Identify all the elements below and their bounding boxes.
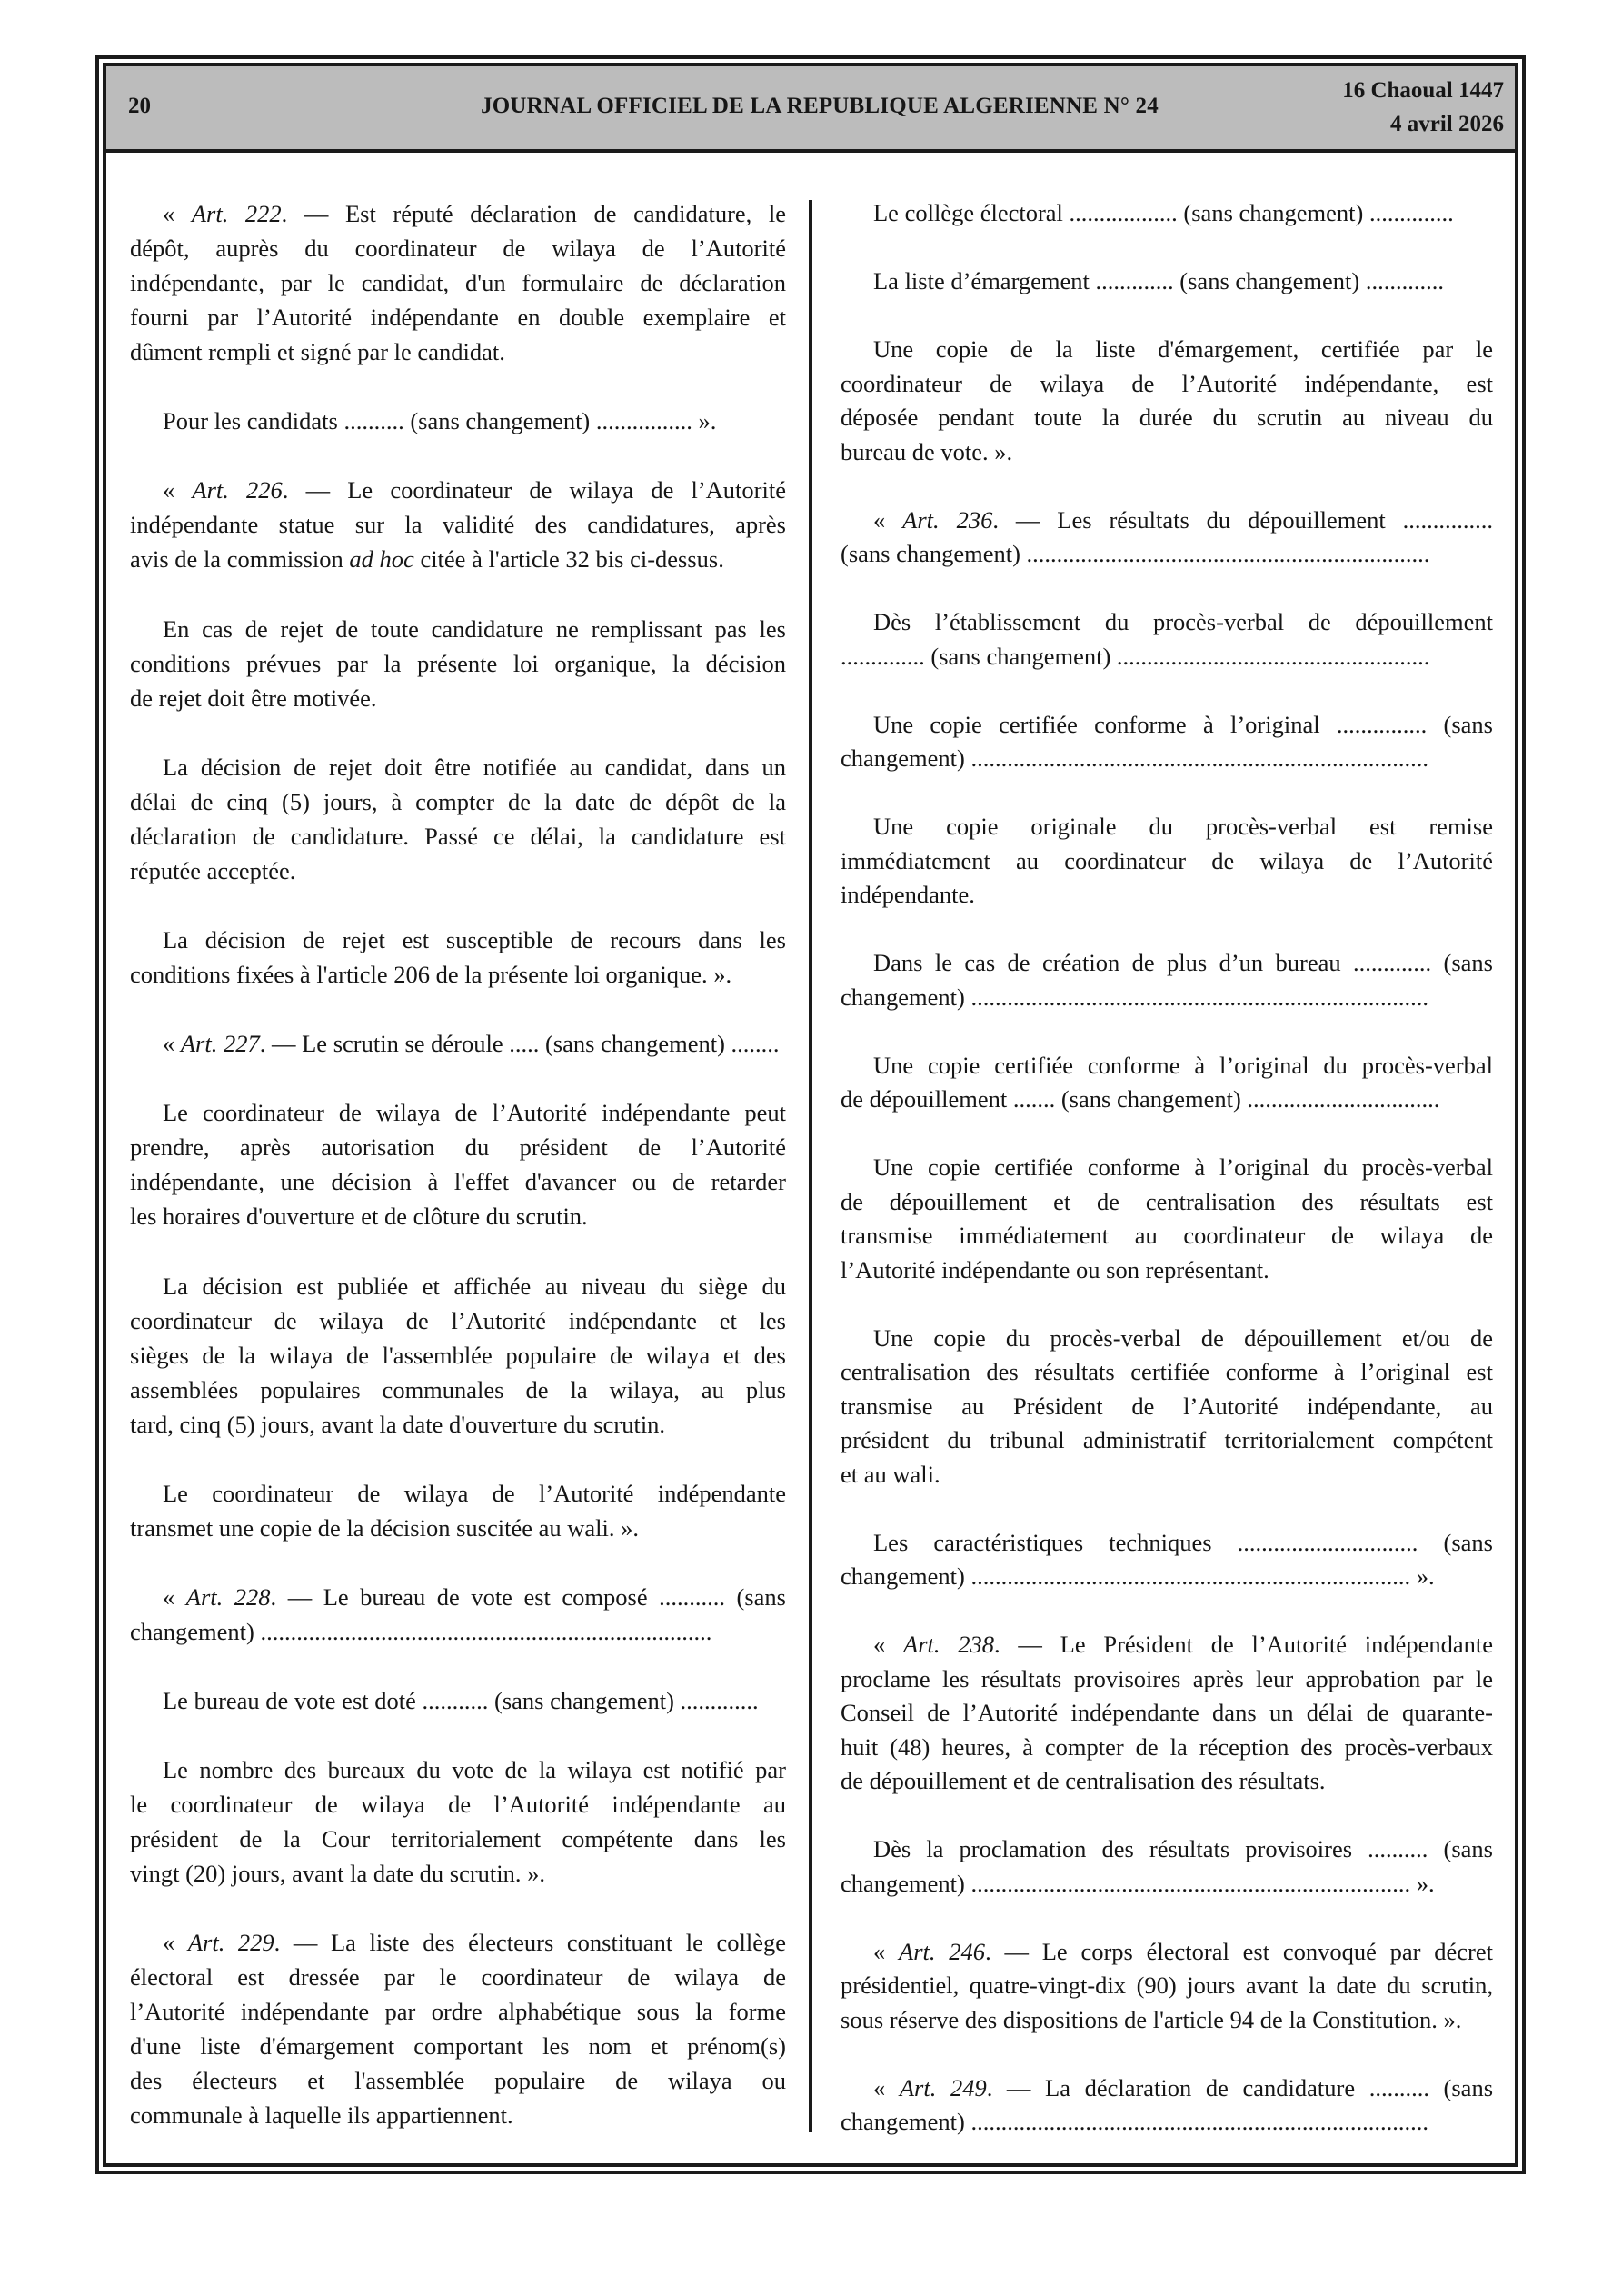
paragraph [841, 605, 1493, 674]
text-line: « Art. 228. — Le bureau de vote est composé ........... (sans [163, 1582, 786, 1611]
paragraph [841, 1322, 1493, 1492]
text-line: sous réserve des dispositions de l'article 94 de la Constitution. ». [841, 2005, 1462, 2033]
article-number: Art. 229 [187, 1929, 274, 1957]
paragraph [130, 1683, 786, 1718]
text-line: avis de la commission ad hoc citée à l'article 32 bis ci-dessus. [130, 545, 724, 574]
journal-title: JOURNAL OFFICIEL DE LA REPUBLIQUE ALGERIENNE N° 24 [481, 94, 1159, 118]
text-line: dûment rempli et signé par le candidat. [130, 338, 505, 365]
left-column [130, 196, 786, 2133]
text-line: transmise immédiatement au coordinateur de wilaya de [841, 1222, 1493, 1249]
right-column [841, 196, 1493, 2140]
text-line: changement) ............................................................................ [841, 2108, 1428, 2135]
text-line: « Art. 227. — Le scrutin se déroule ..... (sans changement) ........ [163, 1030, 780, 1058]
text-line: Conseil de l’Autorité indépendante dans un délai de quarante- [841, 1699, 1493, 1726]
text-line: Le coordinateur de wilaya de l’Autorité indépendante peut [163, 1099, 786, 1127]
article-number: Art. 249 [899, 2073, 987, 2101]
paragraph [130, 1095, 786, 1233]
text-line: le coordinateur de wilaya de l’Autorité indépendante au [130, 1791, 786, 1819]
text-line: transmise au Président de l’Autorité indépendante, au [841, 1392, 1493, 1420]
paragraph [130, 750, 786, 888]
text-line: changement) ........................................................................... [130, 1617, 712, 1645]
text-line: changement) ......................................................................... ». [841, 1562, 1435, 1590]
text-line: l’Autorité indépendante ou son représentant. [841, 1255, 1269, 1283]
article-number: Art. 246 [899, 1937, 986, 1965]
paragraph [130, 1580, 786, 1649]
text-line: président de la Cour territorialement compétente dans les [130, 1825, 786, 1853]
page-number: 20 [128, 94, 151, 118]
paragraph [130, 1925, 786, 2132]
article-number: Art. 236 [902, 505, 993, 534]
paragraph [130, 612, 786, 715]
paragraph [130, 404, 786, 438]
text-line: Une copie du procès-verbal de dépouillement et/ou de [873, 1323, 1493, 1352]
article-number: Art. 226 [192, 476, 283, 504]
text-line: Le bureau de vote est doté ........... (sans changement) ............. [163, 1687, 759, 1715]
latin-term: ad hoc [349, 545, 414, 574]
text-line: Pour les candidats .......... (sans changement) ................ ». [163, 407, 717, 435]
text-line: coordinateur de wilaya de l’Autorité indépendante et les [130, 1306, 786, 1334]
text-line: déposée pendant toute la durée du scrutin au niveau du [841, 404, 1493, 431]
paragraph [841, 196, 1493, 231]
text-line: prendre, après autorisation du président de l’Autorité [130, 1133, 786, 1162]
text-line: « Art. 249. — La déclaration de candidature .......... (sans [873, 2073, 1493, 2101]
article-number: Art. 238 [903, 1631, 995, 1658]
date-hijri: 16 Chaoual 1447 [1342, 78, 1504, 103]
text-line: (sans changement) ................................................................... [841, 540, 1430, 567]
text-line: changement) ......................................................................... ». [841, 1869, 1435, 1897]
text-line: sièges de la wilaya de l'assemblée populaire de wilaya et des [130, 1341, 786, 1369]
text-line: de dépouillement et de centralisation des résultats. [841, 1767, 1326, 1794]
text-line: Dans le cas de création de plus d’un bureau ............. (sans [873, 949, 1493, 976]
text-line: Une copie certifiée conforme à l’original du procès-verbal [873, 1051, 1493, 1079]
text-line: indépendante statue sur la validité des candidatures, après [130, 511, 786, 539]
journal-header [106, 66, 1515, 153]
column-divider [809, 200, 812, 2132]
text-line: présidentiel, quatre-vingt-dix (90) jours avant la date du scrutin, [841, 1972, 1493, 1999]
text-line: Le collège électoral .................. (sans changement) .............. [873, 199, 1454, 226]
text-line: Dès l’établissement du procès-verbal de dépouillement [873, 608, 1493, 635]
text-line: Une copie certifiée conforme à l’original ............... (sans [873, 710, 1493, 738]
paragraph [130, 1269, 786, 1442]
paragraph [841, 1151, 1493, 1287]
text-line: En cas de rejet de toute candidature ne remplissant pas les [163, 614, 786, 643]
text-line: « Art. 246. — Le corps électoral est convoqué par décret [873, 1937, 1493, 1965]
text-line: déclaration de candidature. Passé ce délai, la candidature est [130, 822, 786, 850]
text-line: Le nombre des bureaux du vote de la wilaya est notifié par [163, 1756, 786, 1784]
text-line: transmet une copie de la décision suscitée au wali. ». [130, 1513, 639, 1542]
text-line: fourni par l’Autorité indépendante en double exemplaire et [130, 304, 786, 331]
paragraph [130, 1752, 786, 1891]
paragraph [130, 1476, 786, 1545]
paragraph [841, 810, 1493, 913]
text-line: huit (48) heures, à compter de la réception des procès-verbaux [841, 1732, 1493, 1761]
text-line: président du tribunal administratif territorialement compétent [841, 1426, 1493, 1453]
date-gregorian: 4 avril 2026 [1390, 112, 1504, 136]
issue-date [1342, 74, 1504, 141]
text-line: La décision de rejet doit être notifiée au candidat, dans un [163, 753, 786, 781]
text-line: dépôt, auprès du coordinateur de wilaya de l’Autorité [130, 235, 786, 262]
text-line: « Art. 236. — Les résultats du dépouillement ............... [873, 505, 1493, 534]
text-line: « Art. 222. — Est réputé déclaration de candidature, le [163, 200, 786, 227]
text-line: et au wali. [841, 1460, 940, 1488]
paragraph [130, 196, 786, 369]
article-number: Art. 227 [180, 1030, 260, 1058]
text-line: proclame les résultats provisoires après leur approbation par le [841, 1664, 1493, 1692]
text-line: d'une liste d'émargement comportant les nom et prénom(s) [130, 2032, 786, 2061]
text-line: Les caractéristiques techniques .............................. (sans [873, 1528, 1493, 1556]
paragraph [841, 1832, 1493, 1901]
paragraph [841, 265, 1493, 299]
paragraph [841, 946, 1493, 1014]
text-line: La décision est publiée et affichée au niveau du siège du [163, 1272, 786, 1300]
text-line: La liste d’émargement ............. (sans changement) ............. [873, 267, 1444, 294]
text-line: de rejet doit être motivée. [130, 684, 377, 712]
text-line: délai de cinq (5) jours, à compter de la date de dépôt de la [130, 787, 786, 815]
text-line: Une copie originale du procès-verbal est remise [873, 813, 1493, 840]
text-line: l’Autorité indépendante par ordre alphabétique sous la forme [130, 1998, 786, 2026]
paragraph [130, 923, 786, 992]
paragraph [841, 1628, 1493, 1799]
paragraph [841, 1935, 1493, 2038]
paragraph [841, 2071, 1493, 2140]
paragraph [841, 708, 1493, 776]
paragraph [130, 1026, 786, 1061]
text-line: réputée acceptée. [130, 856, 296, 884]
text-line: indépendante. [841, 881, 975, 908]
text-line: « Art. 226. — Le coordinateur de wilaya de l’Autorité [163, 476, 786, 504]
text-line: .............. (sans changement) .................................................... [841, 642, 1430, 670]
text-line: conditions prévues par la présente loi organique, la décision [130, 649, 786, 677]
text-line: Dès la proclamation des résultats provisoires .......... (sans [873, 1835, 1493, 1862]
text-line: des électeurs et l'assemblée populaire de wilaya ou [130, 2067, 786, 2095]
text-line: électoral est dressée par le coordinateur de wilaya de [130, 1963, 786, 1992]
article-number: Art. 222 [191, 200, 282, 227]
text-line: vingt (20) jours, avant la date du scrutin. ». [130, 1860, 546, 1888]
text-line: les horaires d'ouverture et de clôture du scrutin. [130, 1203, 588, 1231]
text-line: conditions fixées à l'article 206 de la présente loi organique. ». [130, 960, 732, 988]
paragraph [841, 1049, 1493, 1117]
paragraph [841, 1526, 1493, 1594]
text-line: de dépouillement ....... (sans changement) ................................ [841, 1085, 1440, 1113]
text-line: indépendante, par le candidat, d'un formulaire de déclaration [130, 269, 786, 296]
text-line: centralisation des résultats certifiée conforme à l’original est [841, 1358, 1493, 1385]
text-line: de dépouillement et de centralisation des résultats est [841, 1187, 1493, 1215]
text-line: Une copie de la liste d'émargement, certifiée par le [873, 335, 1493, 363]
text-line: communale à laquelle ils appartiennent. [130, 2101, 513, 2130]
article-number: Art. 228 [185, 1582, 271, 1611]
text-line: indépendante, une décision à l'effet d'avancer ou de retarder [130, 1168, 786, 1196]
text-line: immédiatement au coordinateur de wilaya de l’Autorité [841, 846, 1493, 874]
text-line: assemblées populaires communales de la wilaya, au plus [130, 1375, 786, 1403]
text-line: changement) ............................................................................ [841, 744, 1428, 772]
text-line: coordinateur de wilaya de l’Autorité indépendante, est [841, 369, 1493, 397]
text-line: Le coordinateur de wilaya de l’Autorité indépendante [163, 1479, 786, 1507]
text-line: La décision de rejet est susceptible de recours dans les [163, 925, 786, 953]
text-line: Une copie certifiée conforme à l’original du procès-verbal [873, 1153, 1493, 1181]
text-line: tard, cinq (5) jours, avant la date d'ouverture du scrutin. [130, 1410, 666, 1438]
paragraph [841, 333, 1493, 469]
paragraph [130, 473, 786, 576]
text-line: bureau de vote. ». [841, 437, 1013, 465]
text-line: « Art. 229. — La liste des électeurs constituant le collège [163, 1929, 786, 1957]
text-line: changement) ............................................................................ [841, 983, 1428, 1011]
paragraph [841, 504, 1493, 572]
text-line: « Art. 238. — Le Président de l’Autorité indépendante [873, 1631, 1493, 1658]
